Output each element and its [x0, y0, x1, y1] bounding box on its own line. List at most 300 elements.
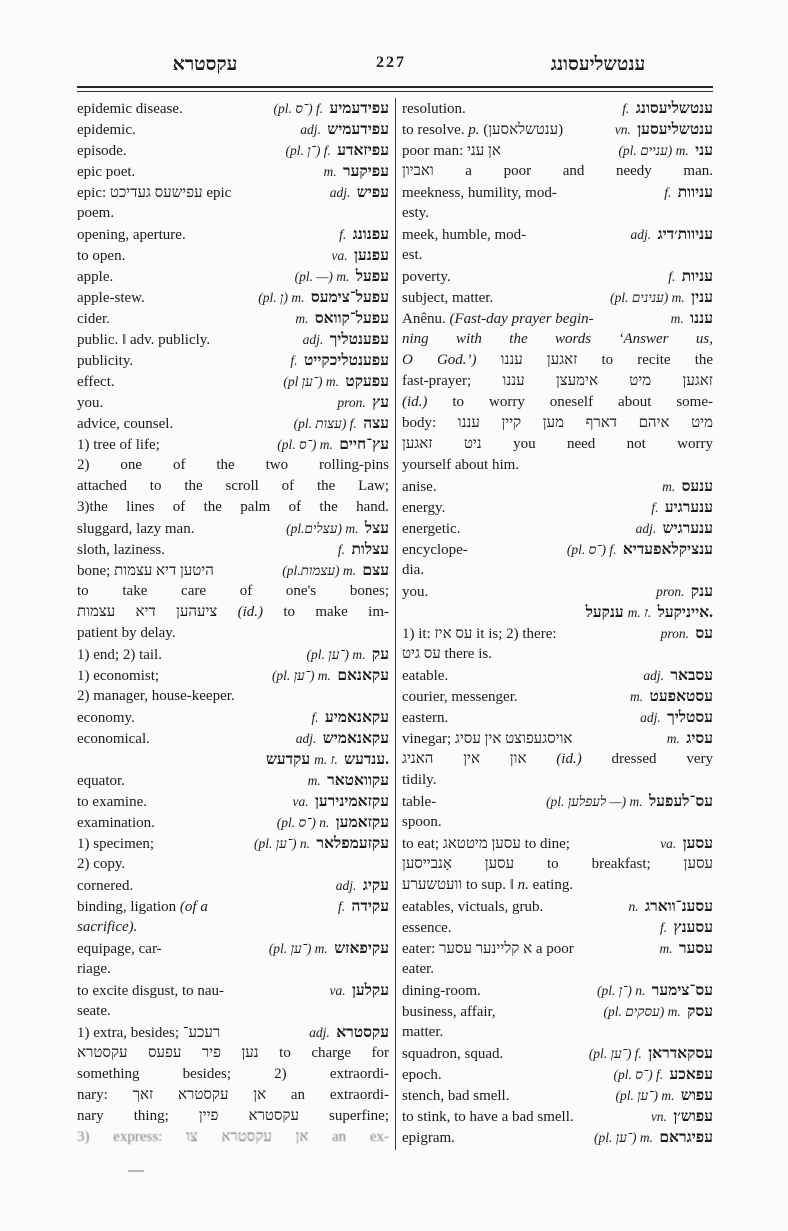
- entry-grammar-tag: pron.: [656, 584, 688, 599]
- entry-headword: עס־צימער: [651, 982, 713, 999]
- entry-definition: ואביון a poor and needy man.: [402, 163, 713, 179]
- entry-definition: bone; היטען דיא עצמות: [77, 563, 214, 579]
- entry-definition: epigram.: [402, 1130, 455, 1146]
- entry-definition: something besides; 2) extraordi-: [77, 1066, 389, 1082]
- entry-headword: ענערגיע: [664, 499, 713, 516]
- entry-definition: spoon.: [402, 814, 442, 830]
- dictionary-entry-line: [77, 476, 389, 497]
- entry-xref-target: ענדעש.: [344, 751, 389, 768]
- dictionary-entry-line: [402, 455, 713, 476]
- entry-headword: עק: [371, 646, 389, 663]
- entry-definition: yourself about him.: [402, 457, 520, 473]
- entry-definition: sloth, laziness.: [77, 542, 165, 558]
- entry-grammar-tag: adj.: [309, 1025, 334, 1040]
- entry-headword: עקלען: [351, 982, 389, 999]
- dictionary-entry-line: [77, 203, 389, 224]
- entry-grammar-tag: f.: [664, 185, 675, 200]
- entry-definition-part: (id.): [556, 751, 612, 767]
- entry-definition-part: to make im-: [283, 604, 390, 620]
- entry-definition: encyclope-: [402, 542, 468, 558]
- dictionary-entry-line: [402, 350, 713, 371]
- entry-definition-part: ציעהען דיא עצמות: [77, 604, 238, 620]
- entry-grammar-tag: vn.: [650, 1109, 671, 1124]
- entry-definition: cornered.: [77, 878, 134, 894]
- entry-definition: to open.: [77, 248, 126, 264]
- dictionary-entry-line: [77, 413, 389, 434]
- entry-definition-part: Anênu.: [402, 311, 450, 327]
- entry-definition: ניט זאגען you need not worry: [402, 436, 713, 452]
- dictionary-entry-line: [402, 728, 713, 749]
- entry-definition: 3)the lines of the palm of the hand.: [77, 499, 389, 515]
- dictionary-entry-line: [402, 581, 713, 602]
- entry-headword: עקיפאזש: [334, 940, 389, 957]
- entry-grammar-tag: m. ז.: [314, 752, 342, 767]
- entry-definition: [402, 394, 713, 410]
- dictionary-entry-line: [77, 1043, 389, 1064]
- entry-headword: עקאנאמיש: [322, 730, 389, 747]
- entry-grammar-tag: f.: [337, 899, 349, 914]
- entry-grammar-tag: m.: [670, 311, 688, 326]
- right-column: [402, 98, 713, 1150]
- entry-grammar-tag: vn.: [614, 122, 635, 137]
- dictionary-entry-line: [77, 875, 389, 896]
- entry-grammar-tag: (pl ־ען) m.: [283, 374, 343, 389]
- dictionary-entry-line: [402, 392, 713, 413]
- entry-headword: ענקעל: [585, 604, 628, 621]
- entry-headword: עקיג: [362, 877, 389, 894]
- entry-headword: עץ: [372, 394, 389, 411]
- entry-definition: courier, messenger.: [402, 689, 518, 705]
- entry-headword: עסק: [687, 1003, 713, 1020]
- page-header: [0, 54, 788, 80]
- entry-definition-part: (of a: [179, 899, 208, 915]
- dictionary-entry-line: [402, 1064, 713, 1085]
- dictionary-entry-line: [402, 644, 713, 665]
- entry-headword: עקזעמפלאר: [316, 835, 389, 852]
- entry-grammar-tag: (pl. ־ען) m.: [268, 941, 332, 956]
- dictionary-entry-line: [402, 371, 713, 392]
- entry-grammar-tag: (pl. ־ן) n.: [596, 983, 649, 998]
- page-number: 227: [376, 54, 406, 71]
- entry-grammar-tag: adj.: [300, 122, 325, 137]
- entry-definition: to stink, to have a bad smell.: [402, 1109, 574, 1125]
- dictionary-entry-line: [402, 875, 713, 896]
- entry-headword: עפידעמיש: [327, 121, 389, 138]
- dictionary-entry-line: [402, 434, 713, 455]
- entry-definition: equator.: [77, 773, 125, 789]
- entry-definition: 1) extra, besides; רעכע־: [77, 1025, 221, 1041]
- entry-grammar-tag: (pl. ־ס) f.: [613, 1067, 667, 1082]
- entry-headword: עקידה: [351, 898, 389, 915]
- dictionary-entry-line: [402, 308, 713, 329]
- entry-definition: epidemic.: [77, 122, 136, 138]
- entry-definition: [77, 919, 137, 935]
- entry-definition: opening, aperture.: [77, 227, 186, 243]
- dictionary-entry-line: [77, 1001, 389, 1022]
- entry-grammar-tag: adj.: [635, 521, 660, 536]
- dictionary-entry-line: [402, 224, 713, 245]
- entry-definition: subject, matter.: [402, 290, 494, 306]
- entry-grammar-tag: (pl. ־ען) m.: [594, 1130, 657, 1145]
- dictionary-entry-line: [77, 917, 389, 938]
- entry-headword: עניוות׳דיג: [657, 226, 713, 243]
- entry-headword: עניוות: [677, 184, 713, 201]
- dictionary-entry-line: [402, 686, 713, 707]
- entry-definition: epic: עפישעס געדיכט epic: [77, 185, 232, 201]
- entry-definition-part: און אין האניג: [402, 751, 557, 767]
- entry-headword: עפיגראם: [659, 1129, 713, 1146]
- entry-grammar-tag: m.: [659, 941, 677, 956]
- entry-headword: עפיש: [356, 184, 389, 201]
- dictionary-entry-line: [402, 1043, 713, 1064]
- entry-grammar-tag: m.: [323, 164, 341, 179]
- entry-definition: 1) end; 2) tail.: [77, 647, 162, 663]
- entry-grammar-tag: (pl. —) m.: [294, 269, 353, 284]
- entry-headword: ענעס: [681, 478, 713, 495]
- entry-definition: vinegar; אויסגעפוצט אין עסיג: [402, 731, 573, 747]
- entry-headword: עקזאמען: [335, 814, 389, 831]
- entry-definition: epic poet.: [77, 164, 136, 180]
- entry-definition: resolution.: [402, 101, 466, 117]
- entry-grammar-tag: f.: [660, 920, 671, 935]
- entry-definition: table-: [402, 794, 437, 810]
- entry-headword: עפאכע: [669, 1066, 713, 1083]
- entry-definition: est.: [402, 247, 423, 263]
- entry-headword: עצלות: [351, 541, 389, 558]
- dictionary-entry-line: [77, 749, 389, 770]
- entry-grammar-tag: adj.: [295, 731, 320, 746]
- entry-grammar-tag: (pl. ענינים) m.: [610, 290, 689, 305]
- entry-definition: economy.: [77, 710, 135, 726]
- entry-grammar-tag: va.: [331, 248, 352, 263]
- entry-definition: esty.: [402, 205, 429, 221]
- entry-headword: עסענ־ווארג: [645, 898, 713, 915]
- entry-definition: dia.: [402, 562, 425, 578]
- dictionary-entry-line: [77, 392, 389, 413]
- entry-headword: עקזאמינירען: [314, 793, 389, 810]
- entry-headword: עסער: [679, 940, 713, 957]
- entry-definition: 2) manager, house-keeper.: [77, 688, 235, 704]
- dictionary-entry-line: [77, 1127, 389, 1148]
- entry-grammar-tag: va.: [660, 836, 680, 851]
- dictionary-entry-line: [402, 812, 713, 833]
- entry-headword: ענציקלאפעדיא: [622, 541, 713, 558]
- entry-definition: to take care of one's bones;: [77, 583, 389, 599]
- entry-definition: eatable.: [402, 668, 449, 684]
- entry-headword: ענטשליעסען: [637, 121, 713, 138]
- dictionary-entry-line: [402, 791, 713, 812]
- entry-definition-part: binding, ligation: [77, 899, 180, 915]
- entry-headword: עפעל־צימעס: [310, 289, 389, 306]
- entry-definition-part: (Fast-day prayer begin-: [449, 311, 594, 327]
- dictionary-entry-line: [402, 140, 713, 161]
- entry-definition: episode.: [77, 143, 127, 159]
- entry-definition: 2) copy.: [77, 856, 126, 872]
- entry-xref-target: אייניקעל.: [657, 604, 713, 621]
- entry-grammar-tag: (pl.עצלים) m.: [286, 521, 362, 536]
- entry-definition: [402, 352, 713, 368]
- entry-headword: עסענץ: [673, 919, 713, 936]
- header-catchword-right: ענטשליעסונג: [550, 54, 646, 75]
- entry-definition: 1) it: עס איז it is; 2) there:: [402, 626, 557, 642]
- dictionary-entry-line: [402, 1127, 713, 1148]
- entry-headword: עסטליך: [667, 709, 713, 726]
- entry-grammar-tag: va.: [329, 983, 349, 998]
- entry-definition: eastern.: [402, 710, 449, 726]
- dictionary-entry-line: [402, 1085, 713, 1106]
- entry-definition: meekness, humility, mod-: [402, 185, 557, 201]
- entry-grammar-tag: (pl. עצות) f.: [293, 416, 361, 431]
- dictionary-entry-line: [77, 980, 389, 1001]
- dictionary-entry-line: [402, 287, 713, 308]
- dictionary-entry-line: [77, 350, 389, 371]
- entry-definition: [77, 604, 389, 620]
- entry-definition: energetic.: [402, 521, 461, 537]
- dictionary-entry-line: [402, 1022, 713, 1043]
- dictionary-entry-line: [77, 581, 389, 602]
- entry-headword: עפיזאדע: [337, 142, 389, 159]
- entry-grammar-tag: (pl. עסקים) m.: [603, 1004, 685, 1019]
- entry-definition: you.: [402, 584, 429, 600]
- entry-grammar-tag: m.: [307, 773, 325, 788]
- entry-grammar-tag: (pl. עניים) m.: [618, 143, 693, 158]
- dictionary-entry-line: [402, 203, 713, 224]
- entry-grammar-tag: pron.: [337, 395, 370, 410]
- entry-definition: apple.: [77, 269, 114, 285]
- entry-definition-part: n.: [517, 877, 533, 893]
- entry-headword: עס־לעפעל: [649, 793, 713, 810]
- text-columns: [77, 98, 713, 1150]
- entry-grammar-tag: (pl. ־ען) m.: [615, 1088, 678, 1103]
- dictionary-entry-line: [402, 1001, 713, 1022]
- dictionary-entry-line: [77, 644, 389, 665]
- dictionary-entry-line: [77, 896, 389, 917]
- entry-headword: עפנונג: [352, 226, 389, 243]
- entry-grammar-tag: m.: [666, 731, 684, 746]
- dictionary-entry-line: [402, 665, 713, 686]
- dictionary-entry-line: [77, 140, 389, 161]
- dictionary-entry-line: [77, 728, 389, 749]
- entry-definition: eatables, victuals, grub.: [402, 899, 544, 915]
- dictionary-entry-line: [402, 896, 713, 917]
- dictionary-entry-line: [77, 770, 389, 791]
- entry-headword: עני: [695, 142, 713, 159]
- entry-definition: to examine.: [77, 794, 147, 810]
- entry-headword: עצל: [364, 520, 389, 537]
- entry-grammar-tag: m.: [295, 311, 312, 326]
- entry-grammar-tag: (pl. ־ען) n.: [254, 836, 314, 851]
- entry-definition: tidily.: [402, 772, 437, 788]
- dictionary-entry-line: [402, 539, 713, 560]
- entry-headword: עסקאדראן: [648, 1045, 713, 1062]
- dictionary-entry-line: [77, 434, 389, 455]
- entry-definition: equipage, car-: [77, 941, 162, 957]
- entry-definition: you.: [77, 395, 104, 411]
- entry-headword: עפענטליך: [329, 331, 389, 348]
- entry-definition-part: ning with the words ‘Answer us,: [402, 331, 713, 347]
- entry-headword: עפוש׳ן: [673, 1108, 713, 1125]
- dictionary-entry-line: [402, 623, 713, 644]
- dictionary-entry-line: [77, 665, 389, 686]
- header-double-rule: [77, 86, 713, 92]
- entry-headword: עפעל: [355, 268, 389, 285]
- entry-definition: anise.: [402, 479, 437, 495]
- entry-headword: עפוש: [680, 1087, 713, 1104]
- dictionary-entry-line: [402, 413, 713, 434]
- entry-headword: עסיג: [686, 730, 713, 747]
- entry-headword: עפידעמיע: [329, 100, 389, 117]
- entry-definition: eater: א קליינער עסער a poor: [402, 941, 574, 957]
- dictionary-entry-line: [402, 707, 713, 728]
- dictionary-entry-line: [77, 686, 389, 707]
- dictionary-entry-line: [77, 959, 389, 980]
- entry-grammar-tag: f.: [337, 542, 349, 557]
- entry-grammar-tag: (pl. ן) m.: [258, 290, 308, 305]
- entry-headword: עננו: [690, 310, 713, 327]
- dictionary-entry-line: [77, 938, 389, 959]
- entry-definition: [402, 877, 573, 893]
- entry-grammar-tag: pron.: [660, 626, 693, 641]
- entry-grammar-tag: m.: [630, 689, 647, 704]
- entry-headword: עסבאר: [670, 667, 713, 684]
- dictionary-entry-line: [402, 329, 713, 350]
- entry-grammar-tag: adj.: [630, 227, 655, 242]
- entry-grammar-tag: f.: [290, 353, 301, 368]
- dictionary-entry-line: [77, 854, 389, 875]
- dictionary-entry-line: [402, 161, 713, 182]
- header-catchword-left: עקסטרא: [172, 54, 238, 75]
- entry-definition: נען פיר עפעס עקסטרא to charge for: [77, 1045, 389, 1061]
- dictionary-entry-line: [77, 455, 389, 476]
- dictionary-entry-line: [77, 245, 389, 266]
- dictionary-entry-line: [402, 854, 713, 875]
- entry-definition: public. ‖ adv. publicly.: [77, 332, 211, 348]
- entry-grammar-tag: adj.: [329, 185, 354, 200]
- entry-definition: [77, 897, 208, 918]
- entry-definition: to eat; עסען מיטטאג to dine;: [402, 836, 570, 852]
- column-gutter: [389, 98, 402, 1150]
- entry-grammar-tag: (pl. ־ס) f.: [273, 101, 327, 116]
- entry-definition: cider.: [77, 311, 110, 327]
- entry-grammar-tag: adj.: [302, 332, 327, 347]
- entry-definition: to excite disgust, to nau-: [77, 983, 225, 999]
- print-smudge: [128, 1170, 144, 1172]
- entry-definition-part: p.: [468, 122, 484, 138]
- entry-definition-part: (ענטשלאסען): [483, 122, 564, 138]
- dictionary-entry-line: [402, 476, 713, 497]
- entry-definition-part: (id.): [237, 604, 284, 620]
- entry-grammar-tag: (pl. ־ס) n.: [276, 815, 333, 830]
- dictionary-entry-line: [402, 749, 713, 770]
- entry-grammar-tag: m. ז.: [627, 605, 655, 620]
- entry-grammar-tag: adj.: [335, 878, 360, 893]
- entry-definition: effect.: [77, 374, 115, 390]
- dictionary-entry-line: [402, 245, 713, 266]
- entry-definition-part: O God.’): [402, 352, 501, 368]
- entry-definition: nary: אן עקסטרא זאך an extraordi-: [77, 1087, 389, 1103]
- entry-definition: examination.: [77, 815, 155, 831]
- entry-headword: ענין: [691, 289, 713, 306]
- entry-definition: 1) tree of life;: [77, 437, 160, 453]
- entry-definition: publicity.: [77, 353, 134, 369]
- entry-headword: עקוואטאר: [327, 772, 389, 789]
- dictionary-entry-line: [77, 161, 389, 182]
- dictionary-entry-line: [402, 1106, 713, 1127]
- entry-definition-part: זאגען עננו to recite the: [500, 352, 714, 368]
- dictionary-entry-line: [402, 959, 713, 980]
- entry-grammar-tag: f.: [339, 227, 350, 242]
- entry-headword: עצה: [363, 415, 389, 432]
- entry-definition-part: to resolve.: [402, 122, 469, 138]
- dictionary-entry-line: [77, 266, 389, 287]
- entry-definition: [402, 331, 713, 347]
- entry-headword: עס: [695, 625, 713, 642]
- entry-headword: ענטשליעסונג: [635, 100, 713, 117]
- dictionary-entry-line: [402, 182, 713, 203]
- entry-grammar-tag: (pl. ־ס) m.: [277, 437, 337, 452]
- entry-grammar-tag: (pl. לעפלען —) m.: [546, 794, 646, 809]
- entry-definition: matter.: [402, 1024, 444, 1040]
- entry-headword: עקסטרא: [336, 1024, 389, 1041]
- entry-headword: ענק: [690, 583, 713, 600]
- entry-definition: dining-room.: [402, 983, 481, 999]
- entry-grammar-tag: f.: [622, 101, 633, 116]
- entry-headword: ענערגיש: [662, 520, 713, 537]
- dictionary-entry-line: [77, 1085, 389, 1106]
- entry-definition: poem.: [77, 205, 115, 221]
- entry-definition: essence.: [402, 920, 452, 936]
- entry-headword: עצם: [362, 562, 389, 579]
- entry-definition: 1) economist;: [77, 668, 160, 684]
- entry-definition: [402, 751, 713, 767]
- entry-definition: business, affair,: [402, 1004, 496, 1020]
- entry-grammar-tag: adj.: [643, 668, 668, 683]
- entry-headword: עקאנאם: [337, 667, 389, 684]
- entry-definition: 2) one of the two rolling-pins: [77, 457, 389, 473]
- entry-definition: עס גיט there is.: [402, 646, 492, 662]
- entry-grammar-tag: (pl. ־ס) f.: [566, 542, 620, 557]
- entry-grammar-tag: f.: [651, 500, 662, 515]
- left-column: [77, 98, 389, 1150]
- dictionary-entry-line: [402, 980, 713, 1001]
- entry-definition: seate.: [77, 1003, 111, 1019]
- dictionary-entry-line: [77, 119, 389, 140]
- entry-grammar-tag: adj.: [640, 710, 665, 725]
- entry-definition: sluggard, lazy man.: [77, 521, 195, 537]
- column-divider-rule: [395, 98, 396, 1150]
- entry-definition-part: dressed very: [611, 751, 713, 767]
- entry-grammar-tag: (pl.עצמות) m.: [282, 563, 360, 578]
- dictionary-entry-line: [77, 1106, 389, 1127]
- entry-grammar-tag: va.: [292, 794, 312, 809]
- dictionary-entry-line: [77, 602, 389, 623]
- dictionary-entry-line: [77, 98, 389, 119]
- entry-definition-part: (id.): [402, 394, 453, 410]
- entry-definition: epoch.: [402, 1067, 442, 1083]
- entry-grammar-tag: n.: [628, 899, 643, 914]
- entry-headword: עקאנאמיע: [324, 709, 389, 726]
- dictionary-entry-line: [77, 1064, 389, 1085]
- entry-headword: עץ־חיים: [339, 436, 389, 453]
- dictionary-entry-line: [77, 329, 389, 350]
- dictionary-entry-line: [402, 560, 713, 581]
- dictionary-entry-line: [402, 497, 713, 518]
- entry-definition: squadron, squad.: [402, 1046, 504, 1062]
- entry-definition-part: sacrifice).: [77, 919, 138, 935]
- dictionary-entry-line: [77, 371, 389, 392]
- entry-headword: עפנען: [354, 247, 389, 264]
- dictionary-entry-line: [402, 938, 713, 959]
